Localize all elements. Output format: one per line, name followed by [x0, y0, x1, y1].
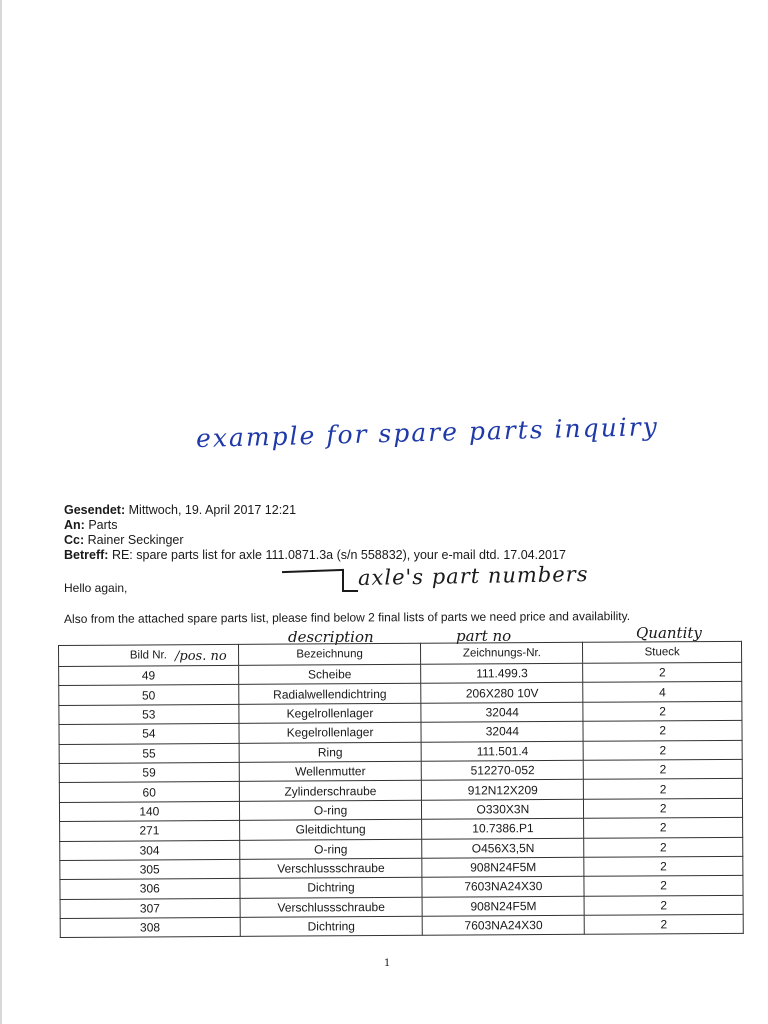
cc-row: [64, 533, 566, 548]
cell-zeichnungs-nr: 10.7386.P1: [422, 818, 584, 838]
table-row: [60, 914, 743, 938]
cell-zeichnungs-nr: 512270-052: [422, 760, 584, 780]
cc-value: Rainer Seckinger: [87, 533, 184, 547]
cell-bild-nr: 305: [60, 859, 240, 879]
cell-bild-nr: 50: [59, 685, 239, 705]
cell-stueck: 2: [584, 856, 743, 876]
greeting: Hello again,: [64, 581, 128, 595]
cell-stueck: 2: [583, 720, 742, 740]
cell-bild-nr: 59: [59, 762, 239, 782]
cell-zeichnungs-nr: O456X3,5N: [422, 838, 584, 858]
cell-bild-nr: 308: [60, 917, 240, 937]
cell-bezeichnung: Dichtring: [240, 916, 423, 937]
sent-value: Mittwoch, 19. April 2017 12:21: [128, 503, 297, 517]
header-stueck: Stueck: [583, 641, 742, 663]
cell-stueck: 2: [583, 740, 742, 760]
handwritten-pos-label: /pos. no: [175, 649, 227, 664]
cell-stueck: 4: [583, 682, 742, 702]
cell-zeichnungs-nr: 111.499.3: [421, 663, 583, 683]
intro-text: Also from the attached spare parts list, please find below 2 final lists of parts we need price and availability.: [63, 609, 631, 626]
cell-stueck: 2: [583, 759, 742, 779]
cell-stueck: 2: [583, 701, 742, 721]
page-number: 1: [384, 958, 391, 969]
subject-label: Betreff:: [64, 548, 109, 562]
cell-zeichnungs-nr: 908N24F5M: [422, 857, 584, 877]
parts-table: [58, 641, 744, 939]
header-bild-nr: Bild Nr.: [59, 644, 239, 666]
cell-bezeichnung: Wellenmutter: [239, 761, 422, 782]
cell-bezeichnung: Zylinderschraube: [239, 781, 422, 802]
cell-bild-nr: 140: [59, 801, 239, 821]
cell-zeichnungs-nr: 7603NA24X30: [423, 915, 585, 935]
sent-row: [64, 503, 566, 518]
cell-stueck: 2: [584, 876, 743, 896]
cell-bild-nr: 54: [59, 724, 239, 744]
cell-bild-nr: 271: [60, 821, 240, 841]
cell-bezeichnung: Kegelrollenlager: [238, 703, 421, 724]
cell-zeichnungs-nr: 111.501.4: [422, 741, 584, 761]
handwritten-partno-label: part no: [456, 627, 512, 645]
cell-zeichnungs-nr: 32044: [421, 702, 583, 722]
cell-zeichnungs-nr: 912N12X209: [422, 780, 584, 800]
cell-bezeichnung: Radialwellendichtring: [238, 684, 421, 705]
cell-bezeichnung: Kegelrollenlager: [239, 722, 422, 743]
cell-bezeichnung: Gleitdichtung: [239, 819, 422, 840]
cell-bezeichnung: Verschlussschraube: [239, 858, 422, 879]
cell-stueck: 2: [584, 837, 743, 857]
cell-bild-nr: 304: [60, 840, 240, 860]
annotation-bracket: [342, 570, 358, 592]
header-bezeichnung: Bezeichnung: [238, 643, 421, 665]
cell-bezeichnung: O-ring: [239, 800, 422, 821]
header-zeichnungs-nr: Zeichnungs-Nr.: [421, 642, 583, 664]
to-row: [64, 518, 566, 533]
handwritten-note: axle's part numbers: [357, 561, 589, 591]
cell-stueck: 2: [584, 798, 743, 818]
cell-stueck: 2: [584, 779, 743, 799]
cell-stueck: 2: [583, 662, 742, 682]
handwritten-title: example for spare parts inquiry: [195, 411, 660, 454]
cell-bezeichnung: Scheibe: [238, 664, 421, 685]
email-header: [64, 503, 566, 563]
handwritten-description-label: description: [288, 628, 374, 646]
cc-label: Cc:: [64, 533, 85, 547]
cell-bezeichnung: Ring: [239, 742, 422, 763]
to-value: Parts: [88, 518, 118, 532]
cell-stueck: 2: [584, 895, 743, 915]
cell-bild-nr: 53: [59, 704, 239, 724]
cell-zeichnungs-nr: O330X3N: [422, 799, 584, 819]
to-label: An:: [64, 518, 85, 532]
annotation-underline: [282, 569, 344, 573]
cell-zeichnungs-nr: 32044: [421, 721, 583, 741]
subject-value: RE: spare parts list for axle 111.0871.3a (s/n 558832), your e-mail dtd. 17.04.2017: [111, 548, 566, 562]
cell-bild-nr: 307: [60, 898, 240, 918]
cell-bild-nr: 55: [59, 743, 239, 763]
cell-zeichnungs-nr: 908N24F5M: [422, 896, 584, 916]
cell-zeichnungs-nr: 7603NA24X30: [422, 877, 584, 897]
subject-row: [64, 548, 566, 563]
cell-bild-nr: 49: [59, 665, 239, 685]
cell-bezeichnung: Dichtring: [240, 878, 423, 899]
cell-bild-nr: 60: [59, 782, 239, 802]
cell-bezeichnung: Verschlussschraube: [240, 897, 423, 918]
cell-bezeichnung: O-ring: [239, 839, 422, 860]
sent-label: Gesendet:: [64, 503, 126, 517]
handwritten-quantity-label: Quantity: [636, 624, 702, 642]
cell-zeichnungs-nr: 206X280 10V: [421, 683, 583, 703]
cell-stueck: 2: [584, 817, 743, 837]
cell-stueck: 2: [584, 914, 743, 934]
cell-bild-nr: 306: [60, 879, 240, 899]
page-edge: [0, 0, 2, 1024]
